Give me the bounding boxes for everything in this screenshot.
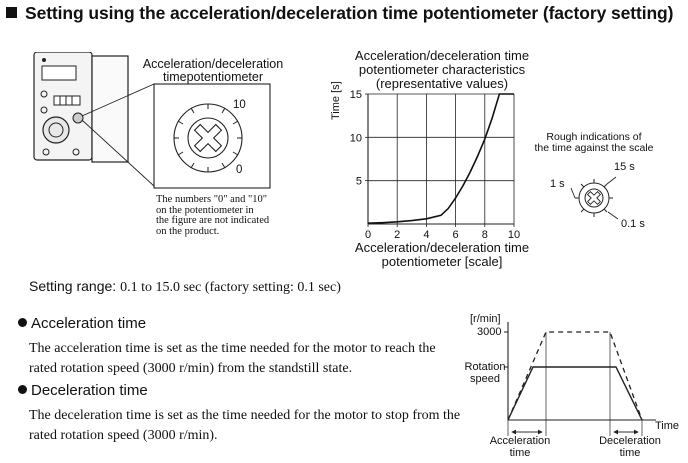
dial-max-label: 10 [233, 99, 246, 111]
acceleration-time-label: Acceleration time [489, 435, 551, 459]
square-bullet-icon [6, 7, 17, 18]
deceleration-heading: Deceleration time [18, 382, 148, 399]
indication-01s: 0.1 s [621, 218, 645, 230]
x-tick-label: 4 [423, 229, 430, 240]
x-tick-label: 6 [452, 229, 459, 240]
setting-range: Setting range: 0.1 to 15.0 sec (factory setting: 0.1 sec) [29, 278, 341, 295]
potentiometer-note: The numbers "0" and "10" on the potentiometer in the figure are not indicated on the product. [156, 194, 270, 237]
deceleration-description: The deceleration time is set as the time needed for the motor to stop from the rated rotation speed (3000 r/min). [29, 408, 461, 443]
indication-1s: 1 s [550, 178, 565, 190]
x-tick-label: 10 [507, 229, 521, 240]
acceleration-heading: Acceleration time [18, 315, 146, 332]
x-tick-label: 8 [481, 229, 488, 240]
y-tick-label: 5 [355, 175, 362, 188]
time-label: Time [655, 420, 680, 432]
y-tick-label: 15 [349, 90, 362, 101]
potentiometer-label: Acceleration/deceleration timepotentiometer [142, 57, 284, 84]
chart-ylabel: Time [s] [330, 81, 342, 120]
indication-title: Rough indications of the time against the scale [534, 131, 654, 154]
bullet-icon [18, 318, 27, 327]
deceleration-time-label: Deceleration time [599, 435, 661, 459]
chart-xlabel: Acceleration/deceleration time potentiometer [scale] [354, 240, 530, 269]
page-title: Setting using the acceleration/deceleration time potentiometer (factory setting) [6, 3, 673, 24]
acceleration-description: The acceleration time is set as the time needed for the motor to reach the rated rotation speed (3000 r/min) from the standstill state. [29, 341, 436, 376]
x-tick-label: 2 [394, 229, 401, 240]
y-tick-label: 10 [349, 132, 362, 145]
series-line [368, 94, 514, 223]
characteristics-chart [326, 90, 536, 240]
dial-min-label: 0 [236, 164, 243, 176]
speed-unit: [r/min] [470, 313, 501, 325]
speed-3000: 3000 [477, 326, 502, 338]
driver-device [34, 52, 128, 162]
bullet-icon [18, 385, 27, 394]
potentiometer-dial [174, 104, 242, 172]
chart-title: Acceleration/deceleration time potentiometer characteristics (representative values) [354, 48, 530, 91]
rotation-speed-label: Rotation speed [464, 361, 506, 385]
indication-15s: 15 s [614, 161, 635, 173]
x-tick-label: 0 [364, 229, 372, 240]
